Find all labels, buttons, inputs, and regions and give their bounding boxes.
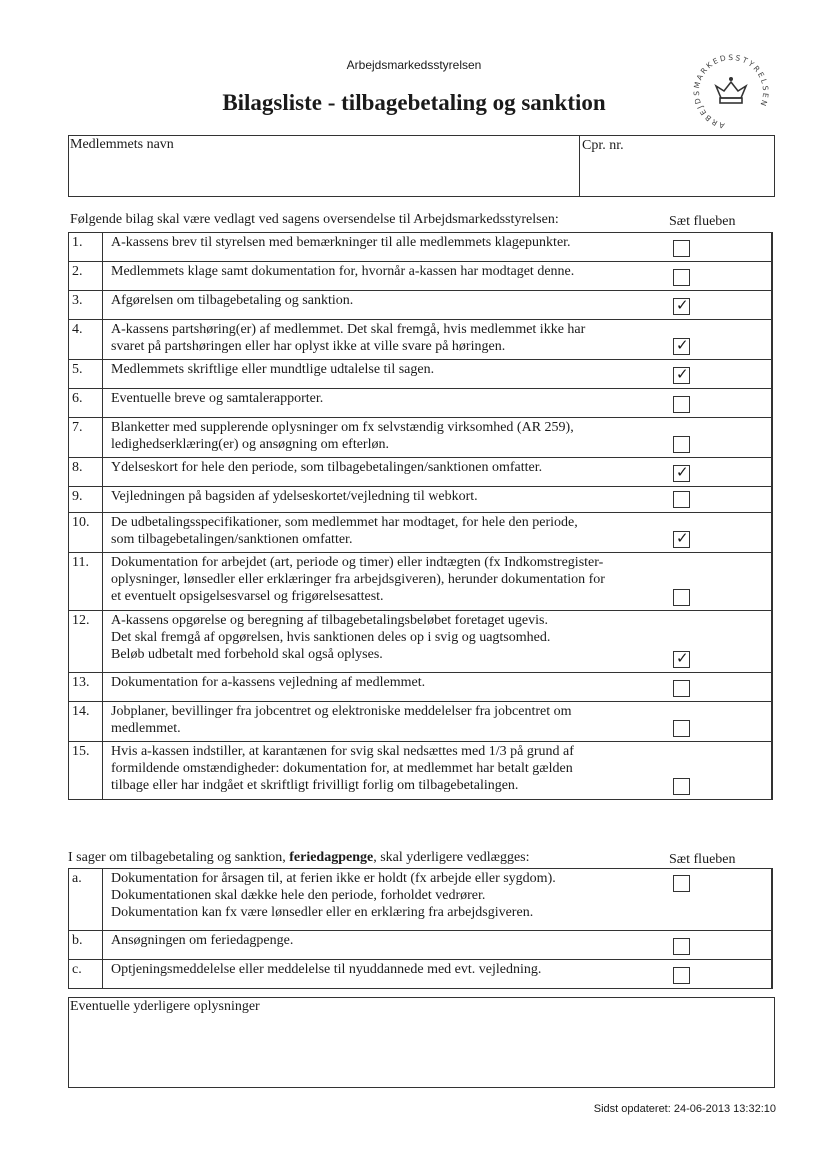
holiday-attachments-table <box>68 868 773 989</box>
item-line: Ydelseskort for hele den periode, som tilbagebetalingen/sanktionen omfatter. <box>111 460 543 475</box>
item-line: Beløb udbetalt med forbehold skal også oplyses. <box>111 647 383 662</box>
item-description <box>103 702 666 742</box>
check-mark-icon: ✓ <box>676 296 689 314</box>
item-line: Dokumentation for a-kassens vejledning af medlemmet. <box>111 675 426 690</box>
holiday-attachment-row <box>69 931 773 960</box>
item-line: Optjeningsmeddelelse eller meddelelse til nyuddannede med evt. vejledning. <box>111 962 542 977</box>
item-line: Vejledningen på bagsiden af ydelseskortet/vejledning til webkort. <box>111 489 478 504</box>
attachment-row <box>69 262 773 291</box>
svg-text:ARBEJDSMARKEDSSTYRELSEN <box>692 53 770 130</box>
table-edge <box>772 673 773 702</box>
item-line: Eventuelle breve og samtalerapporter. <box>111 391 324 406</box>
cpr-label: Cpr. nr. <box>582 138 624 153</box>
item-number: 15. <box>69 742 103 800</box>
section2-check-header: Sæt flueben <box>669 852 736 867</box>
attachment-row <box>69 553 773 611</box>
item-line: oplysninger, lønsedler eller erklæringer fra arbejdsgiveren), herunder dokumentation for <box>111 572 605 587</box>
item-line: Afgørelsen om tilbagebetaling og sanktion. <box>111 293 354 308</box>
check-mark-icon: ✓ <box>676 336 689 354</box>
item-description <box>103 869 666 931</box>
check-mark-icon: ✓ <box>676 365 689 383</box>
table-edge <box>772 389 773 418</box>
checkbox-cell <box>665 233 772 262</box>
item-description <box>103 291 666 320</box>
holiday-attachment-row <box>69 960 773 989</box>
additional-info-box[interactable] <box>68 997 775 1088</box>
attachment-checkbox[interactable] <box>673 240 690 257</box>
table-edge <box>772 360 773 389</box>
item-line: medlemmet. <box>111 721 181 736</box>
checkbox-cell <box>665 291 772 320</box>
checkbox-cell <box>665 702 772 742</box>
item-description <box>103 931 666 960</box>
item-description <box>103 487 666 513</box>
item-line: ledighedserklæring(er) og ansøgning om efterløn. <box>111 437 389 452</box>
item-number: 3. <box>69 291 103 320</box>
item-number: 2. <box>69 262 103 291</box>
item-line: Medlemmets klage samt dokumentation for, hvornår a-kassen har modtaget denne. <box>111 264 575 279</box>
checkbox-cell <box>665 931 772 960</box>
item-number: c. <box>69 960 103 989</box>
attachment-checkbox[interactable] <box>673 338 690 355</box>
item-line: De udbetalingsspecifikationer, som medlemmet har modtaget, for hele den periode, <box>111 515 578 530</box>
seal-text: ARBEJDSMARKEDSSTYRELSEN <box>692 52 771 131</box>
table-edge <box>772 553 773 611</box>
checkbox-cell <box>665 513 772 553</box>
checkbox-cell <box>665 458 772 487</box>
item-line: A-kassens brev til styrelsen med bemærkninger til alle medlemmets klagepunkter. <box>111 235 571 250</box>
attachment-row <box>69 233 773 262</box>
checkbox-cell <box>665 611 772 673</box>
attachment-row <box>69 702 773 742</box>
item-line: Blanketter med supplerende oplysninger om fx selvstændig virksomhed (AR 259), <box>111 420 574 435</box>
checkbox-cell <box>665 553 772 611</box>
table-edge <box>772 742 773 800</box>
attachment-row <box>69 360 773 389</box>
item-number: 1. <box>69 233 103 262</box>
checkbox-cell <box>665 418 772 458</box>
checkbox-cell <box>665 869 772 931</box>
item-line: Dokumentationen skal dække hele den periode, forholdet vedrører. <box>111 888 486 903</box>
page-title: Bilagsliste - tilbagebetaling og sanktion <box>222 90 606 115</box>
attachment-row <box>69 673 773 702</box>
member-name-label: Medlemmets navn <box>70 137 174 152</box>
attachment-checkbox[interactable] <box>673 436 690 453</box>
attachment-row <box>69 291 773 320</box>
section2-intro-end: , skal yderligere vedlægges: <box>373 850 530 865</box>
last-updated: Sidst opdateret: 24-06-2013 13:32:10 <box>593 1103 776 1115</box>
item-line: Jobplaner, bevillinger fra jobcentret og elektroniske meddelelser fra jobcentret om <box>111 704 572 719</box>
agency-seal-icon <box>686 52 776 132</box>
attachment-row <box>69 742 773 800</box>
attachment-checkbox[interactable] <box>673 778 690 795</box>
attachment-checkbox[interactable] <box>673 651 690 668</box>
checkbox-cell <box>665 360 772 389</box>
holiday-attachment-row <box>69 869 773 931</box>
item-line: Ansøgningen om feriedagpenge. <box>111 933 294 948</box>
item-line: A-kassens partshøring(er) af medlemmet. Det skal fremgå, hvis medlemmet ikke har <box>111 322 586 337</box>
attachments-table <box>68 232 773 800</box>
attachment-row <box>69 487 773 513</box>
checkbox-cell <box>665 262 772 291</box>
checkbox-cell <box>665 960 772 989</box>
attachment-row <box>69 611 773 673</box>
table-edge <box>772 960 773 989</box>
checkbox-cell <box>665 673 772 702</box>
attachment-checkbox[interactable] <box>673 720 690 737</box>
item-description <box>103 553 666 611</box>
attachment-checkbox[interactable] <box>673 680 690 697</box>
item-description <box>103 960 666 989</box>
member-box-divider <box>579 136 580 196</box>
item-number: 14. <box>69 702 103 742</box>
table-edge <box>772 320 773 360</box>
item-line: Det skal fremgå af opgørelsen, hvis sanktionen deles op i svig og uagtsomhed. <box>111 630 551 645</box>
table-edge <box>772 291 773 320</box>
attachment-checkbox[interactable] <box>673 465 690 482</box>
attachment-row <box>69 418 773 458</box>
item-number: 10. <box>69 513 103 553</box>
item-description <box>103 320 666 360</box>
item-line: tilbage eller har indgået et skriftligt frivilligt forlig om tilbagebetalingen. <box>111 778 519 793</box>
item-number: 11. <box>69 553 103 611</box>
item-description <box>103 360 666 389</box>
agency-name: Arbejdsmarkedsstyrelsen <box>346 58 482 72</box>
item-line: Medlemmets skriftlige eller mundtlige udtalelse til sagen. <box>111 362 435 377</box>
item-number: 13. <box>69 673 103 702</box>
item-line: formildende omstændigheder: dokumentation for, at medlemmet har betalt gælden <box>111 761 573 776</box>
attachment-checkbox[interactable] <box>673 269 690 286</box>
item-number: 12. <box>69 611 103 673</box>
item-line: Dokumentation kan fx være lønsedler eller en erklæring fra arbejdsgiveren. <box>111 905 534 920</box>
section2-intro-bold: feriedagpenge <box>289 850 374 865</box>
member-info-box <box>68 135 775 197</box>
item-number: 4. <box>69 320 103 360</box>
table-edge <box>772 262 773 291</box>
item-line: et eventuelt opsigelsesvarsel og frigørelsesattest. <box>111 589 384 604</box>
table-edge <box>772 233 773 262</box>
item-number: 7. <box>69 418 103 458</box>
attachment-checkbox[interactable] <box>673 367 690 384</box>
check-mark-icon: ✓ <box>676 529 689 547</box>
item-number: 6. <box>69 389 103 418</box>
item-number: a. <box>69 869 103 931</box>
item-description <box>103 742 666 800</box>
item-line: Dokumentation for arbejdet (art, periode og timer) eller indtægten (fx Indkomstregister- <box>111 555 604 570</box>
item-description <box>103 418 666 458</box>
item-description <box>103 233 666 262</box>
table-edge <box>772 702 773 742</box>
item-line: A-kassens opgørelse og beregning af tilbagebetalingsbeløbet foretaget ugevis. <box>111 613 548 628</box>
table-edge <box>772 418 773 458</box>
attachment-checkbox[interactable] <box>673 938 690 955</box>
attachment-checkbox[interactable] <box>673 589 690 606</box>
attachment-row <box>69 458 773 487</box>
attachment-row <box>69 389 773 418</box>
item-line: Hvis a-kassen indstiller, at karantænen for svig skal nedsættes med 1/3 på grund af <box>111 744 574 759</box>
table-edge <box>772 513 773 553</box>
item-number: 5. <box>69 360 103 389</box>
item-description <box>103 673 666 702</box>
item-description <box>103 262 666 291</box>
attachment-checkbox[interactable] <box>673 967 690 984</box>
checkbox-cell <box>665 742 772 800</box>
attachment-checkbox[interactable] <box>673 875 690 892</box>
attachment-checkbox[interactable] <box>673 491 690 508</box>
item-description <box>103 611 666 673</box>
table-edge <box>772 611 773 673</box>
item-description <box>103 458 666 487</box>
additional-info-label: Eventuelle yderligere oplysninger <box>70 999 260 1014</box>
attachment-row <box>69 320 773 360</box>
section2-intro-start: I sager om tilbagebetaling og sanktion, <box>68 850 290 865</box>
item-line: som tilbagebetalingen/sanktionen omfatter. <box>111 532 353 547</box>
attachment-checkbox[interactable] <box>673 298 690 315</box>
check-mark-icon: ✓ <box>676 649 689 667</box>
item-line: svaret på partshøringen eller har oplyst ikke at ville svare på høringen. <box>111 339 506 354</box>
checkbox-cell <box>665 487 772 513</box>
table-edge <box>772 487 773 513</box>
item-description <box>103 389 666 418</box>
section1-check-header: Sæt flueben <box>669 214 736 229</box>
checkbox-cell <box>665 389 772 418</box>
item-line: Dokumentation for årsagen til, at ferien ikke er holdt (fx arbejde eller sygdom). <box>111 871 556 886</box>
check-mark-icon: ✓ <box>676 463 689 481</box>
checkbox-cell <box>665 320 772 360</box>
attachment-checkbox[interactable] <box>673 531 690 548</box>
item-number: 9. <box>69 487 103 513</box>
attachment-row <box>69 513 773 553</box>
table-edge <box>772 458 773 487</box>
item-number: b. <box>69 931 103 960</box>
item-description <box>103 513 666 553</box>
item-number: 8. <box>69 458 103 487</box>
table-edge <box>772 869 773 931</box>
section1-intro: Følgende bilag skal være vedlagt ved sagens oversendelse til Arbejdsmarkedsstyrelsen: <box>70 212 559 227</box>
attachment-checkbox[interactable] <box>673 396 690 413</box>
table-edge <box>772 931 773 960</box>
section2-intro <box>68 850 530 866</box>
